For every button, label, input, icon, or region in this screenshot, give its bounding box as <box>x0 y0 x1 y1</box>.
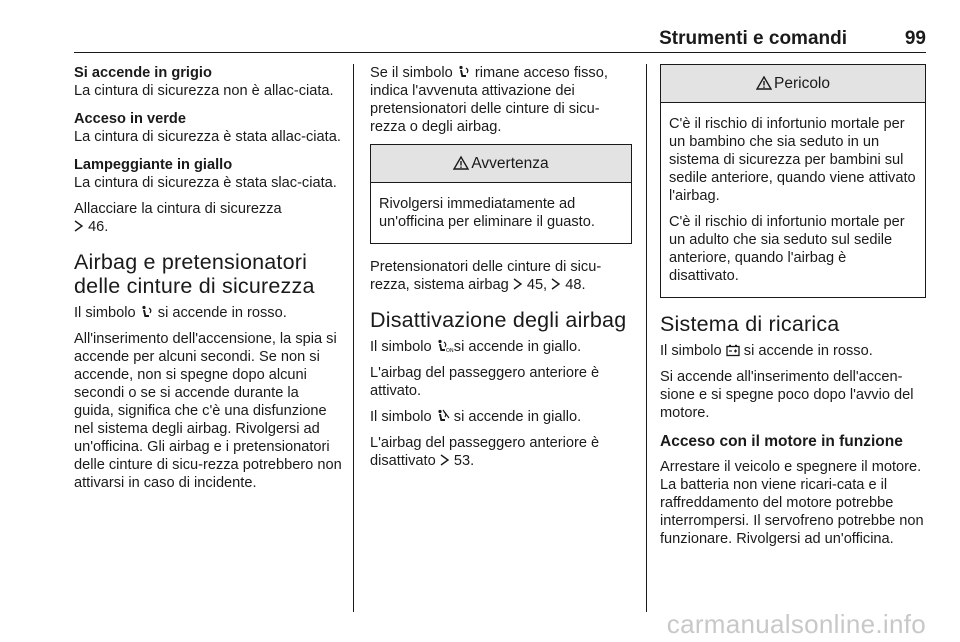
column-left <box>74 64 342 500</box>
page-reference-arrow-icon <box>440 454 450 466</box>
on-pre-text: Il simbolo <box>370 339 432 355</box>
passenger-on-text: L'airbag del passeggero anteriore è attivato. <box>370 365 600 399</box>
symbol-post-text: si accende in rosso. <box>157 305 287 321</box>
airbag-symbol-line <box>74 304 342 322</box>
yellow-heading: Lampeggiante in giallo <box>74 157 233 173</box>
page-reference-arrow-icon <box>551 278 561 290</box>
engine-running-paragraph: Arrestare il veicolo e spegnere il motore. La batteria non viene ricari-cata e il raffreddamento del motore potrebbe interrompersi. Il servofreno potrebbe non funzionare. Rivolgersi ad un'officina. <box>660 459 924 547</box>
engine-running-heading: Acceso con il motore in funzione <box>660 433 903 450</box>
battery-charge-icon <box>726 343 740 357</box>
watermark: carmanualsonline.info <box>666 609 926 639</box>
danger-title: Pericolo <box>774 75 830 92</box>
deactivation-heading: Disattivazione degli airbag <box>370 308 627 332</box>
airbag-warning-icon <box>457 65 471 79</box>
off-pre-text: Il simbolo <box>370 409 432 425</box>
passenger-airbag-on-icon <box>436 339 454 354</box>
passenger-on-symbol-line <box>370 338 632 356</box>
danger-box <box>660 64 926 298</box>
passenger-airbag-off-icon <box>436 409 450 423</box>
caution-text: Rivolgersi immediatamente ad un'officina per eliminare il guasto. <box>379 196 595 230</box>
header-divider <box>74 52 926 53</box>
airbag-warning-icon <box>140 305 154 319</box>
page-reference-arrow-icon <box>513 278 523 290</box>
column-divider-1 <box>353 64 354 612</box>
ignition-paragraph: All'inserimento dell'accensione, la spia si accende per alcuni secondi. Se non si accende, non si spegne dopo alcuni secondi o se si accende durante la guida, significa che c'è una disfunzione nel sistema degli airbag. Rivolgersi ad un'officina. Gli airbag e i pretensionatori delle cinture di sicu-rezza potrebbero non attivarsi in caso di incidente. <box>74 331 342 491</box>
page-reference-arrow-icon <box>74 220 84 232</box>
charge-post-text: si accende in rosso. <box>743 343 873 359</box>
grey-text: La cintura di sicurezza non è allac-ciata. <box>74 83 334 99</box>
column-divider-2 <box>646 64 647 612</box>
svg-text:ON: ON <box>445 348 454 354</box>
reference-paragraph <box>370 258 632 294</box>
grey-heading: Si accende in grigio <box>74 65 212 81</box>
warning-triangle-icon <box>756 76 772 90</box>
fasten-text: Allacciare la cintura di sicurezza <box>74 201 282 217</box>
page-ref-1: 45, <box>526 277 548 293</box>
caution-box <box>370 144 632 244</box>
charge-symbol-line <box>660 342 926 360</box>
airbag-heading: Airbag e pretensionatori delle cinture di sicurezza <box>74 250 315 298</box>
charging-heading: Sistema di ricarica <box>660 312 840 336</box>
steady-post-text: rimane acceso fisso, indica l'avvenuta attivazione dei pretensionatori delle cinture di sicu-rezza o degli airbag. <box>370 65 608 135</box>
page-number: 99 <box>904 28 926 49</box>
passenger-off-text: L'airbag del passeggero anteriore è disattivato <box>370 435 600 469</box>
caution-title: Avvertenza <box>471 155 549 172</box>
on-post-text: si accende in giallo. <box>453 339 582 355</box>
charge-paragraph: Si accende all'inserimento dell'accen-sione e si spegne poco dopo l'avvio del motore. <box>660 369 914 421</box>
danger-header <box>661 65 925 103</box>
section-title: Strumenti e comandi <box>659 28 847 49</box>
page-header <box>74 28 926 52</box>
charge-pre-text: Il simbolo <box>660 343 722 359</box>
steady-pre-text: Se il simbolo <box>370 65 453 81</box>
reference-text: Pretensionatori delle cinture di sicu-rezza, sistema airbag <box>370 259 602 293</box>
green-heading: Acceso in verde <box>74 111 186 127</box>
page-ref-2: 48. <box>565 277 586 293</box>
passenger-off-symbol-line <box>370 408 632 426</box>
caution-header <box>371 145 631 183</box>
warning-triangle-icon <box>453 156 469 170</box>
off-post-text: si accende in giallo. <box>453 409 582 425</box>
steady-symbol-paragraph <box>370 64 632 136</box>
symbol-pre-text: Il simbolo <box>74 305 136 321</box>
danger-paragraph-1: C'è il rischio di infortunio mortale per un bambino che sia seduto in un sistema di sicurezza per bambini sul sedile anteriore, quando viene attivato l'airbag. <box>669 116 916 204</box>
page-ref-off: 53. <box>453 453 475 469</box>
green-text: La cintura di sicurezza è stata allac-ciata. <box>74 129 341 145</box>
column-right <box>660 64 926 556</box>
column-middle <box>370 64 632 478</box>
fasten-paragraph <box>74 200 342 236</box>
yellow-text: La cintura di sicurezza è stata slac-ciata. <box>74 175 337 191</box>
fasten-page-ref: 46. <box>88 219 109 235</box>
passenger-off-paragraph <box>370 434 632 470</box>
danger-paragraph-2: C'è il rischio di infortunio mortale per un adulto che sia seduto sul sedile anteriore, quando l'airbag è disattivato. <box>669 214 905 284</box>
